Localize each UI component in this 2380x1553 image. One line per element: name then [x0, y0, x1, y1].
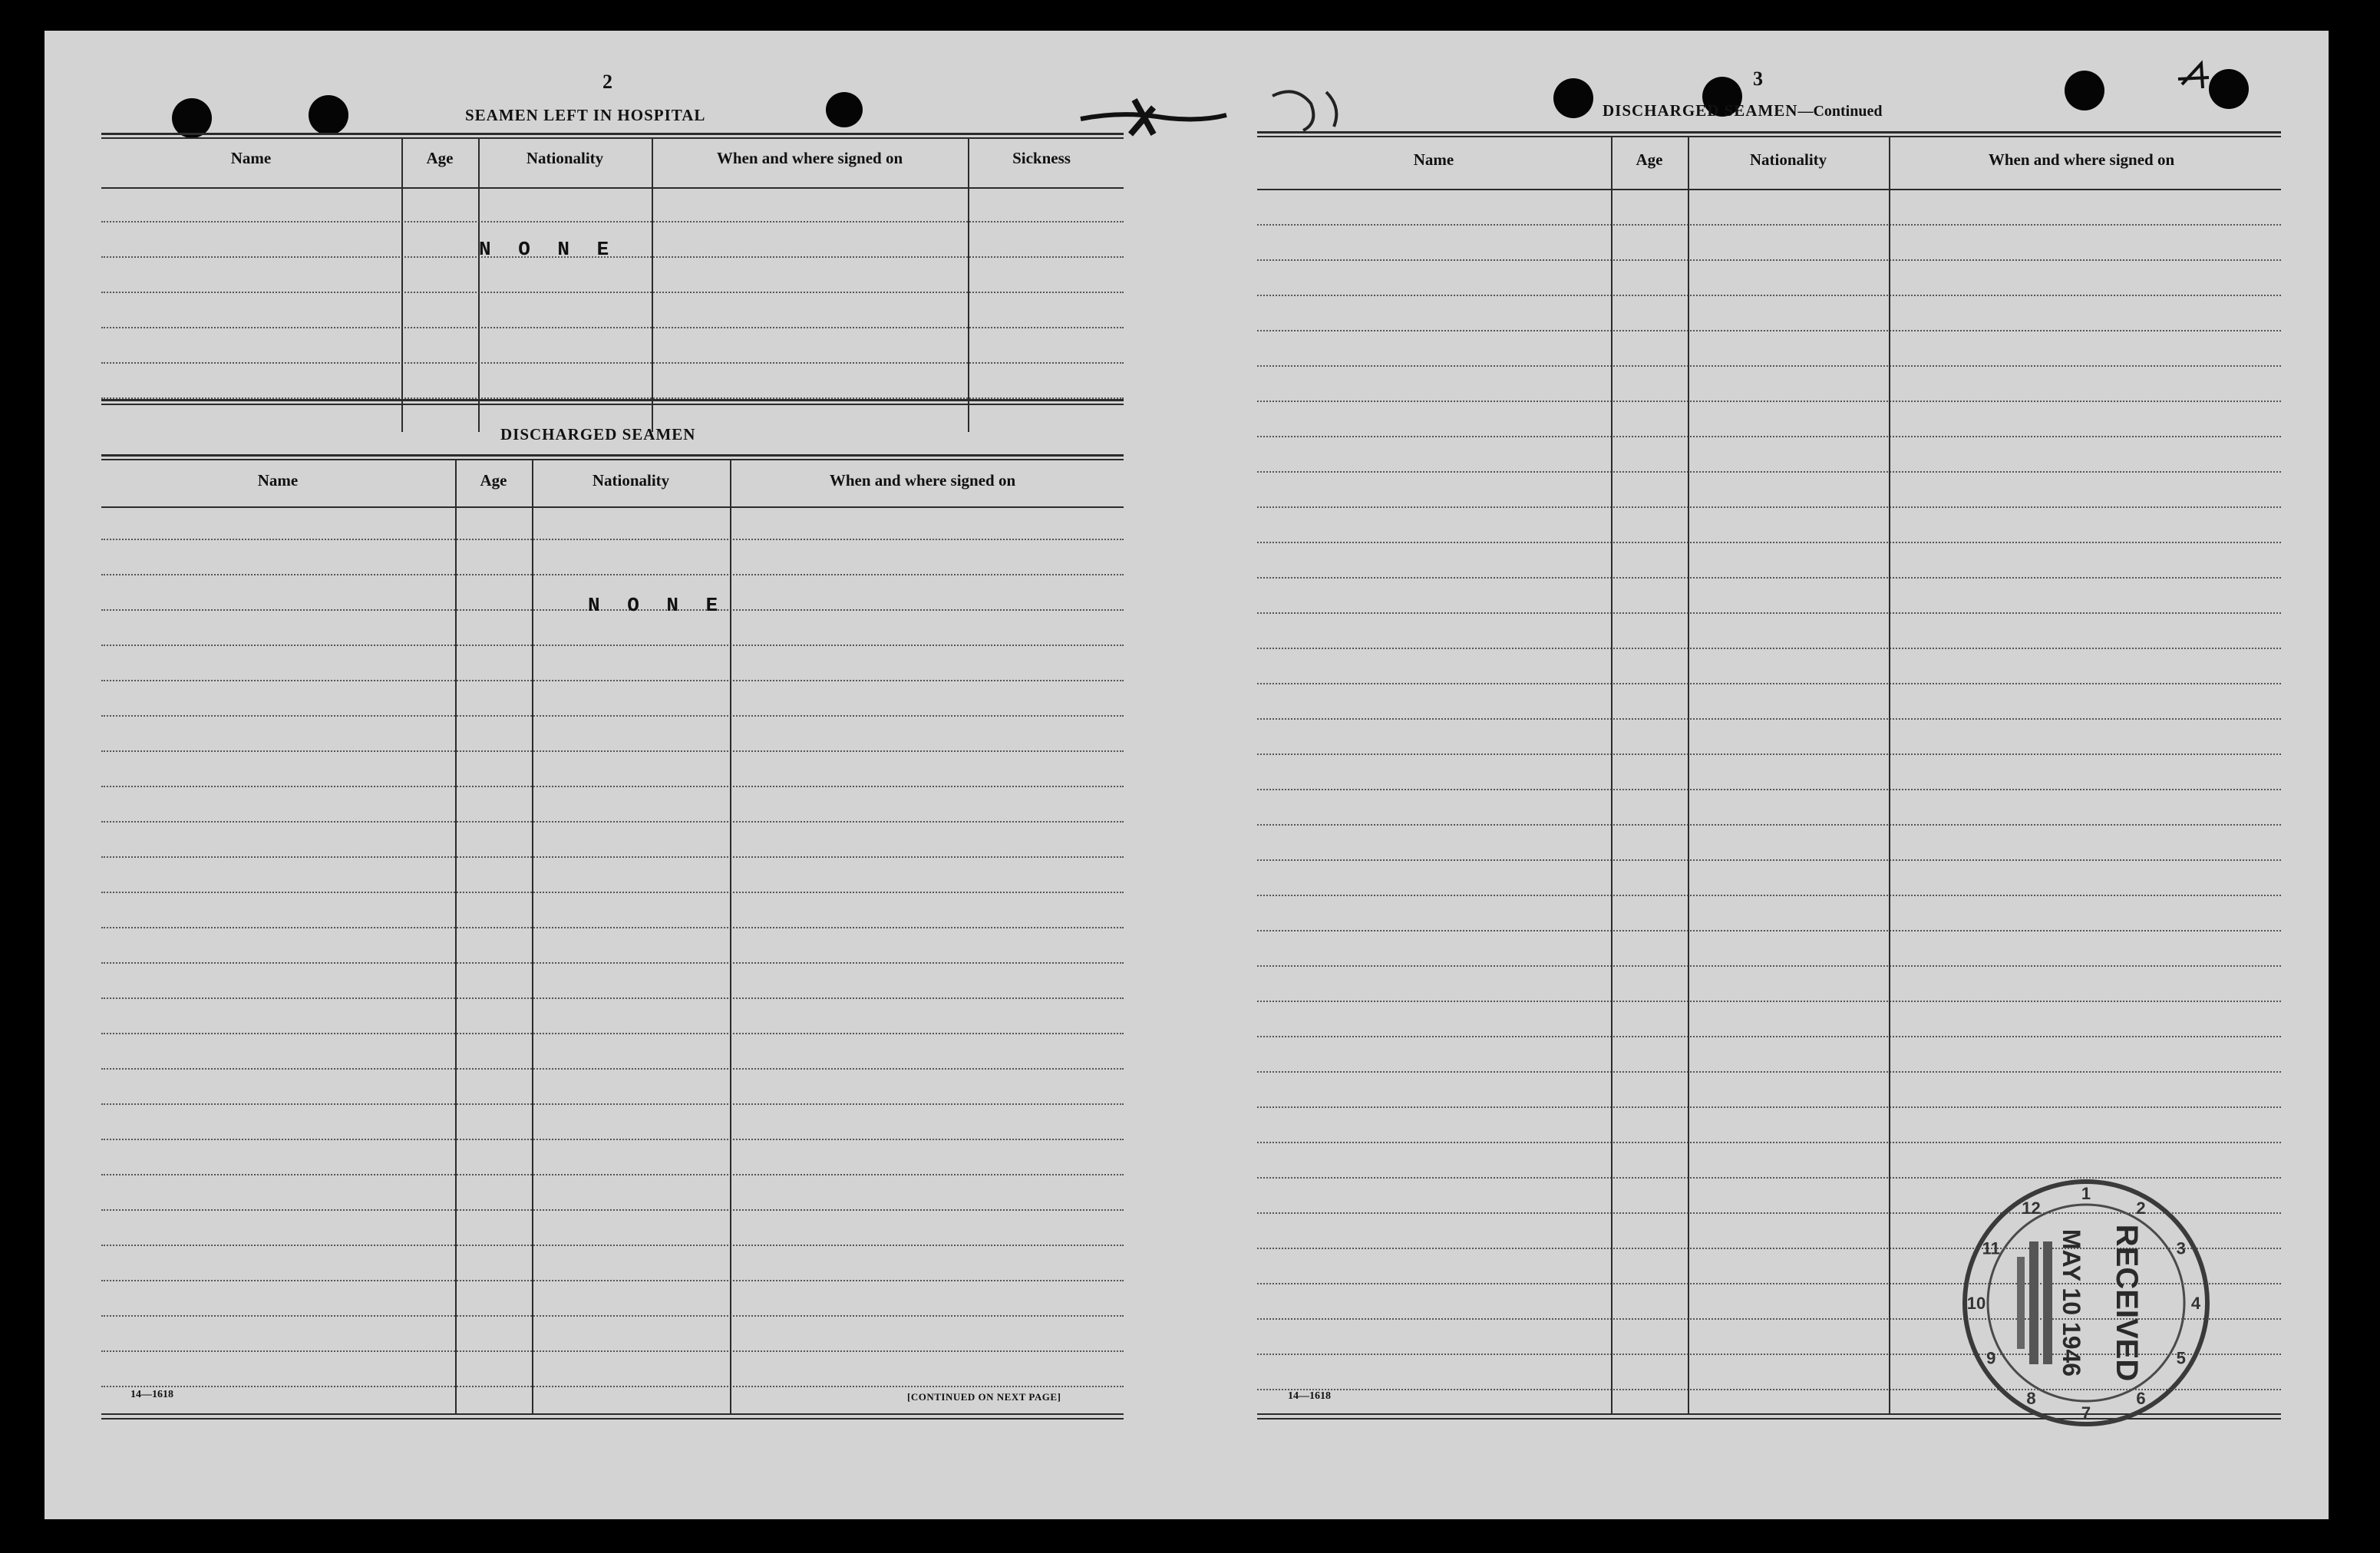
stamp-ring-number: 1 — [2081, 1184, 2091, 1203]
row-line — [101, 680, 1124, 681]
row-line — [101, 892, 1124, 893]
row-line — [101, 1174, 1124, 1175]
row-line — [101, 1315, 1124, 1317]
table-rule — [101, 454, 1124, 457]
page-number: 2 — [602, 71, 612, 93]
row-line — [1257, 1036, 2281, 1037]
row-line — [101, 1350, 1124, 1352]
column-divider — [478, 137, 480, 432]
row-line — [101, 362, 1124, 364]
stamp-ring-number: 4 — [2190, 1294, 2201, 1313]
row-line — [1257, 648, 2281, 649]
row-line — [1257, 859, 2281, 861]
row-line — [101, 927, 1124, 928]
row-line — [101, 539, 1124, 540]
stamp-ring-number: 9 — [1986, 1348, 1996, 1368]
column-header: Age — [480, 471, 507, 490]
table-rule — [1257, 131, 2281, 134]
table-rule — [101, 404, 1124, 405]
row-line — [1257, 436, 2281, 437]
punch-hole — [2065, 71, 2104, 110]
stamp-ring-number: 3 — [2176, 1238, 2186, 1258]
column-header: Name — [1413, 150, 1454, 169]
document-page — [45, 31, 2329, 1519]
table-rule — [101, 187, 1124, 189]
row-line — [101, 750, 1124, 752]
row-line — [101, 1033, 1124, 1034]
row-line — [1257, 1142, 2281, 1143]
row-line — [101, 1386, 1124, 1387]
row-line — [1257, 401, 2281, 402]
punch-hole — [826, 92, 863, 127]
column-divider — [1611, 136, 1613, 1413]
stamp-ring-number: 2 — [2136, 1199, 2146, 1218]
column-header: Nationality — [1749, 150, 1827, 169]
row-line — [1257, 471, 2281, 473]
row-line — [101, 292, 1124, 293]
section-title-text: DISCHARGED SEAMEN — [1603, 101, 1798, 120]
row-line — [101, 574, 1124, 575]
column-divider — [652, 137, 653, 432]
stamp-ring-number: 8 — [2026, 1388, 2036, 1408]
column-divider — [455, 459, 457, 1413]
table-rule — [101, 133, 1124, 135]
column-divider — [730, 459, 731, 1413]
column-divider — [968, 137, 969, 432]
row-line — [1257, 259, 2281, 261]
received-date-stamp — [1948, 1172, 2224, 1433]
row-line — [101, 962, 1124, 964]
row-line — [101, 1245, 1124, 1246]
discharged-continued-title — [1603, 101, 1882, 120]
row-line — [1257, 612, 2281, 614]
typed-entry-none: N O N E — [588, 594, 726, 617]
stamp-ring-number: 5 — [2176, 1348, 2186, 1368]
row-line — [1257, 895, 2281, 896]
column-divider — [532, 459, 533, 1413]
row-line — [1257, 683, 2281, 684]
row-line — [101, 856, 1124, 858]
row-line — [1257, 224, 2281, 226]
row-line — [101, 1068, 1124, 1070]
row-line — [101, 821, 1124, 823]
hospital-section-title: SEAMEN LEFT IN HOSPITAL — [465, 106, 706, 124]
row-line — [101, 1280, 1124, 1281]
column-header: Name — [257, 471, 299, 490]
row-line — [1257, 930, 2281, 931]
continued-note: [CONTINUED ON NEXT PAGE] — [907, 1391, 1061, 1403]
page-number: 3 — [1753, 68, 1763, 90]
row-line — [1257, 295, 2281, 296]
row-line — [1257, 506, 2281, 508]
column-divider — [401, 137, 403, 432]
column-header: Sickness — [1012, 149, 1071, 167]
row-line — [1257, 365, 2281, 367]
row-line — [1257, 330, 2281, 331]
column-header: Age — [1636, 150, 1663, 169]
stamp-ring-number: 6 — [2136, 1388, 2146, 1408]
column-header: When and where signed on — [1988, 150, 2175, 169]
section-title-suffix: —Continued — [1797, 103, 1883, 120]
stamp-ring-number: 11 — [1982, 1238, 2000, 1258]
stamp-received-word: RECEIVED — [2110, 1224, 2144, 1382]
row-line — [101, 786, 1124, 787]
stamp-ring-number: 7 — [2081, 1403, 2091, 1423]
row-line — [1257, 824, 2281, 826]
punch-hole — [1553, 78, 1593, 118]
form-number: 14—1618 — [1288, 1390, 1331, 1402]
row-line — [101, 221, 1124, 223]
row-line — [1257, 718, 2281, 720]
handwritten-mark — [2170, 58, 2217, 96]
table-rule — [101, 137, 1124, 139]
typed-entry-none: N O N E — [479, 238, 617, 261]
form-number: 14—1618 — [130, 1389, 173, 1400]
discharged-section-title: DISCHARGED SEAMEN — [500, 425, 696, 443]
stamp-ring-number: 12 — [2022, 1199, 2041, 1218]
table-rule — [101, 459, 1124, 460]
column-header: Name — [230, 149, 272, 167]
column-divider — [1688, 136, 1689, 1413]
row-line — [101, 1103, 1124, 1105]
table-rule — [101, 1418, 1124, 1419]
row-line — [101, 1139, 1124, 1140]
row-line — [101, 1209, 1124, 1211]
row-line — [101, 327, 1124, 328]
column-header: Age — [426, 149, 454, 167]
row-line — [101, 997, 1124, 999]
column-header: Nationality — [526, 149, 604, 167]
stamp-ring-number: 10 — [1966, 1294, 1986, 1313]
table-rule — [1257, 136, 2281, 137]
column-header: Nationality — [592, 471, 670, 490]
stamp-date: MAY 10 1946 — [2058, 1228, 2085, 1377]
table-rule — [101, 399, 1124, 401]
column-header: When and where signed on — [716, 149, 903, 167]
row-line — [1257, 1106, 2281, 1108]
column-header: When and where signed on — [829, 471, 1016, 490]
row-line — [1257, 1071, 2281, 1073]
row-line — [1257, 542, 2281, 543]
row-line — [1257, 753, 2281, 755]
row-line — [1257, 577, 2281, 579]
column-divider — [1889, 136, 1890, 1413]
punch-hole — [309, 95, 348, 135]
row-line — [1257, 789, 2281, 790]
table-rule — [101, 506, 1124, 508]
row-line — [101, 645, 1124, 646]
table-rule — [101, 1413, 1124, 1415]
row-line — [1257, 1001, 2281, 1002]
row-line — [1257, 965, 2281, 967]
row-line — [101, 715, 1124, 717]
handwritten-mark — [1073, 61, 1395, 153]
table-rule — [1257, 189, 2281, 190]
